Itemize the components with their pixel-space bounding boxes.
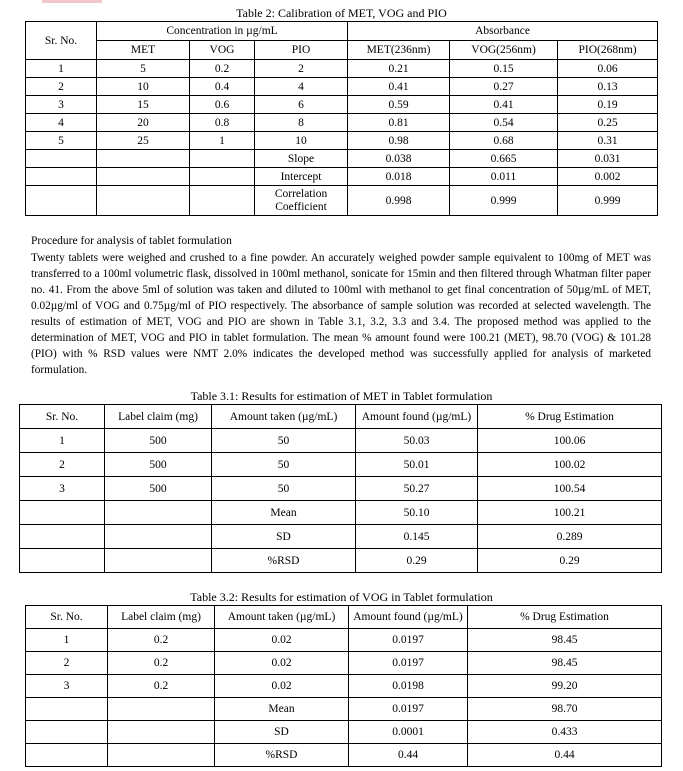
- table-cell: 0.0197: [349, 629, 468, 652]
- table2-subheader: VOG: [190, 41, 255, 60]
- table-cell: 0.289: [478, 525, 662, 549]
- table-cell: 0.27: [450, 78, 558, 96]
- empty-cell: [190, 186, 255, 216]
- table-cell: 0.19: [558, 96, 658, 114]
- table-cell: 0.59: [348, 96, 450, 114]
- procedure-heading: Procedure for analysis of tablet formulation: [31, 235, 232, 247]
- table-cell: 0.145: [356, 525, 478, 549]
- table-header: Amount taken (µg/mL): [215, 606, 349, 629]
- table-cell: 3: [26, 96, 97, 114]
- table2-absorbance-header: Absorbance: [348, 22, 658, 41]
- vog-estimation-table: [25, 605, 662, 767]
- table-header-row: [26, 606, 662, 629]
- table-header: Label claim (mg): [108, 606, 215, 629]
- table-cell: 2: [26, 652, 108, 675]
- table-cell: 0.54: [450, 114, 558, 132]
- stat-row: [26, 698, 662, 721]
- empty-cell: [190, 150, 255, 168]
- table-cell: 0.02: [215, 652, 349, 675]
- table-cell: 98.70: [468, 698, 662, 721]
- table-cell: 1: [26, 629, 108, 652]
- table-cell: 5: [26, 132, 97, 150]
- table-cell: 0.999: [450, 186, 558, 216]
- table-header: % Drug Estimation: [468, 606, 662, 629]
- table-cell: 0.02: [215, 675, 349, 698]
- empty-cell: [26, 698, 108, 721]
- table-header: % Drug Estimation: [478, 405, 662, 429]
- table-cell: 98.45: [468, 629, 662, 652]
- empty-cell: [108, 698, 215, 721]
- table-header: Amount taken (µg/mL): [212, 405, 356, 429]
- table-cell: 500: [105, 453, 212, 477]
- table-cell: 50: [212, 429, 356, 453]
- empty-cell: [26, 186, 97, 216]
- table-cell: 6: [255, 96, 348, 114]
- table-row: [26, 652, 662, 675]
- table-cell: 98.45: [468, 652, 662, 675]
- table-cell: 500: [105, 477, 212, 501]
- table-cell: 0.25: [558, 114, 658, 132]
- table2-concentration-header: Concentration in µg/mL: [97, 22, 348, 41]
- stat-label: %RSD: [215, 744, 349, 767]
- table-cell: 0.06: [558, 60, 658, 78]
- stat-row: [20, 501, 662, 525]
- empty-cell: [20, 501, 105, 525]
- table-cell: 0.433: [468, 721, 662, 744]
- page-corner-mark: [42, 0, 102, 3]
- table-cell: 100.21: [478, 501, 662, 525]
- table-cell: 1: [20, 429, 105, 453]
- table-cell: 0.13: [558, 78, 658, 96]
- stat-label: SD: [215, 721, 349, 744]
- table-row: [26, 675, 662, 698]
- table-cell: 0.038: [348, 150, 450, 168]
- stat-label: Mean: [215, 698, 349, 721]
- table-cell: 0.0198: [349, 675, 468, 698]
- stat-label: Mean: [212, 501, 356, 525]
- table-cell: 5: [97, 60, 190, 78]
- table-cell: 0.031: [558, 150, 658, 168]
- table-cell: 0.2: [108, 629, 215, 652]
- table-header: Sr. No.: [26, 606, 108, 629]
- procedure-paragraph: Twenty tablets were weighed and crushed to a fine powder. An accurately weighed powder sample equivalent to 100mg of MET was transferred to a 100ml volumetric flask, dissolved in 100ml methanol, sonicate for 15min and then filtered through Whatman filter paper no. 41. From the above 5ml of solution was taken and diluted to 100ml with methanol to get final concentration of 50µg/mL of MET, 0.02µg/ml of VOG and 0.75µg/ml of PIO respectively. The absorbance of sample solution was recorded at selected wavelength. The results of estimation of MET, VOG and PIO are shown in Table 3.1, 3.2, 3.3 and 3.4. The proposed method was applied to the determination of MET, VOG and PIO in tablet formulation. The mean % amount found were 100.21 (MET), 98.70 (VOG) & 101.28 (PIO) with % RSD values were NMT 2.0% indicates the developed method was successfully applied for analysis of marketed formulation.: [31, 252, 651, 376]
- empty-cell: [105, 525, 212, 549]
- empty-cell: [26, 744, 108, 767]
- table-cell: 100.06: [478, 429, 662, 453]
- stat-row: [26, 150, 658, 168]
- table-cell: 0.41: [348, 78, 450, 96]
- table-cell: 0.2: [190, 60, 255, 78]
- table-cell: 50.27: [356, 477, 478, 501]
- stat-row: [20, 525, 662, 549]
- table-cell: 2: [20, 453, 105, 477]
- table-cell: 0.0197: [349, 652, 468, 675]
- table31-caption: Table 3.1: Results for estimation of MET in Tablet formulation: [190, 389, 493, 403]
- table-cell: 0.2: [108, 675, 215, 698]
- table2-caption: Table 2: Calibration of MET, VOG and PIO: [236, 6, 447, 20]
- table-cell: 500: [105, 429, 212, 453]
- calibration-table: [25, 21, 658, 216]
- table-row: [26, 96, 658, 114]
- empty-cell: [105, 501, 212, 525]
- table-row: [26, 132, 658, 150]
- stat-row: [26, 721, 662, 744]
- stat-row: [20, 549, 662, 573]
- table-cell: 50: [212, 477, 356, 501]
- table-cell: 100.02: [478, 453, 662, 477]
- table-cell: 0.2: [108, 652, 215, 675]
- empty-cell: [97, 150, 190, 168]
- table-cell: 0.999: [558, 186, 658, 216]
- table-cell: 2: [255, 60, 348, 78]
- empty-cell: [97, 186, 190, 216]
- empty-cell: [20, 549, 105, 573]
- table-cell: 25: [97, 132, 190, 150]
- table-cell: 0.68: [450, 132, 558, 150]
- table-cell: 100.54: [478, 477, 662, 501]
- table-row: [26, 60, 658, 78]
- table-cell: 15: [97, 96, 190, 114]
- stat-label: SD: [212, 525, 356, 549]
- table-cell: 50: [212, 453, 356, 477]
- table-cell: 0.4: [190, 78, 255, 96]
- table2-subheader: PIO: [255, 41, 348, 60]
- table2-subheader: MET: [97, 41, 190, 60]
- table-cell: 0.44: [468, 744, 662, 767]
- table-cell: 0.29: [356, 549, 478, 573]
- empty-cell: [97, 168, 190, 186]
- table-cell: 10: [97, 78, 190, 96]
- table-cell: 0.81: [348, 114, 450, 132]
- table-cell: 2: [26, 78, 97, 96]
- table-cell: 0.31: [558, 132, 658, 150]
- empty-cell: [26, 150, 97, 168]
- table-header-row: [20, 405, 662, 429]
- table-cell: 10: [255, 132, 348, 150]
- table-row: [20, 477, 662, 501]
- table-cell: 99.20: [468, 675, 662, 698]
- empty-cell: [26, 721, 108, 744]
- empty-cell: [108, 721, 215, 744]
- table-cell: 0.002: [558, 168, 658, 186]
- table-cell: 4: [26, 114, 97, 132]
- table-row: [20, 453, 662, 477]
- table2-subheader: MET(236nm): [348, 41, 450, 60]
- table-row: [26, 629, 662, 652]
- table-cell: 1: [26, 60, 97, 78]
- stat-row: [26, 186, 658, 216]
- stat-row: [26, 744, 662, 767]
- stat-label: Slope: [255, 150, 348, 168]
- table-header: Sr. No.: [20, 405, 105, 429]
- table-cell: 0.6: [190, 96, 255, 114]
- empty-cell: [105, 549, 212, 573]
- table-cell: 3: [26, 675, 108, 698]
- table-row: [26, 78, 658, 96]
- table-cell: 0.98: [348, 132, 450, 150]
- table-cell: 50.03: [356, 429, 478, 453]
- table-cell: 0.41: [450, 96, 558, 114]
- empty-cell: [20, 525, 105, 549]
- stat-row: [26, 168, 658, 186]
- table-cell: 0.0197: [349, 698, 468, 721]
- table-cell: 0.44: [349, 744, 468, 767]
- stat-label: Intercept: [255, 168, 348, 186]
- table32-caption: Table 3.2: Results for estimation of VOG in Tablet formulation: [190, 590, 493, 604]
- table-cell: 50.01: [356, 453, 478, 477]
- empty-cell: [108, 744, 215, 767]
- empty-cell: [190, 168, 255, 186]
- table-cell: 0.665: [450, 150, 558, 168]
- table-cell: 0.02: [215, 629, 349, 652]
- empty-cell: [26, 168, 97, 186]
- table-header: Amount found (µg/mL): [349, 606, 468, 629]
- stat-label: Correlation Coefficient: [255, 186, 348, 216]
- table-cell: 0.8: [190, 114, 255, 132]
- table-cell: 1: [190, 132, 255, 150]
- table2-subheader: VOG(256nm): [450, 41, 558, 60]
- table-row: [26, 114, 658, 132]
- met-estimation-table: [19, 404, 662, 573]
- table-header: Amount found (µg/mL): [356, 405, 478, 429]
- table-cell: 50.10: [356, 501, 478, 525]
- table-cell: 0.21: [348, 60, 450, 78]
- table-cell: 0.29: [478, 549, 662, 573]
- table2-subheader: PIO(268nm): [558, 41, 658, 60]
- table-cell: 0.998: [348, 186, 450, 216]
- table-row: [20, 429, 662, 453]
- table-cell: 4: [255, 78, 348, 96]
- table-cell: 20: [97, 114, 190, 132]
- table-cell: 0.15: [450, 60, 558, 78]
- table-cell: 0.011: [450, 168, 558, 186]
- table-cell: 8: [255, 114, 348, 132]
- table-cell: 3: [20, 477, 105, 501]
- table-header: Label claim (mg): [105, 405, 212, 429]
- table-cell: 0.018: [348, 168, 450, 186]
- stat-label: %RSD: [212, 549, 356, 573]
- table-cell: 0.0001: [349, 721, 468, 744]
- table2-sr-header: Sr. No.: [26, 22, 97, 60]
